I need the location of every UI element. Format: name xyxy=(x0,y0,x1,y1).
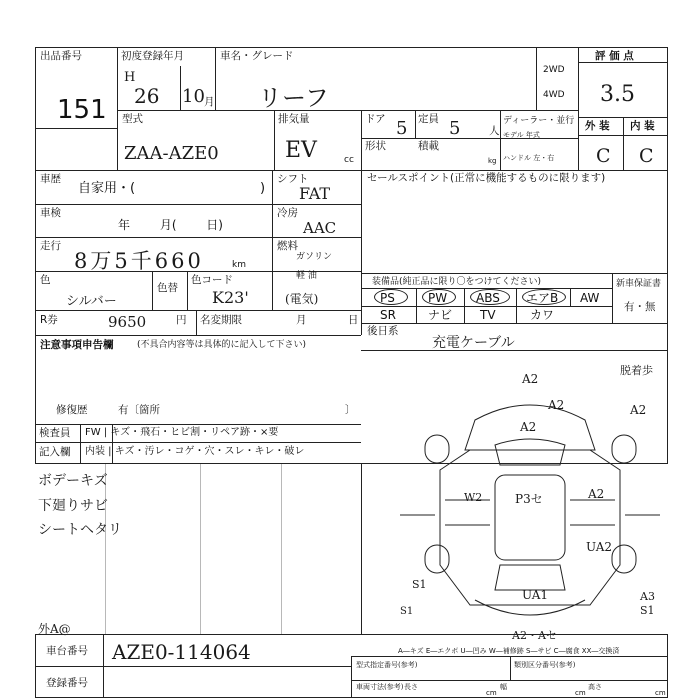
recycle-value: 9650 xyxy=(108,313,147,331)
divider xyxy=(187,271,188,310)
divider xyxy=(35,310,361,311)
width-label: 幅 xyxy=(500,683,507,691)
divider xyxy=(351,656,352,698)
history-close: ) xyxy=(260,181,266,196)
divider xyxy=(35,128,117,129)
lot-number: 151 xyxy=(57,95,107,125)
handle-label: ハンドル 左・右 xyxy=(503,154,555,162)
name-change-value: 月 日 xyxy=(296,314,359,326)
equip-circle xyxy=(422,289,456,305)
recycle-label: R券 xyxy=(40,314,58,326)
yen-unit: 円 xyxy=(176,314,187,326)
model-designation-label: 型式指定番号(参考) xyxy=(356,661,418,669)
color-label: 色 xyxy=(40,274,51,286)
divider xyxy=(516,288,517,323)
warranty-label: 新車保証書 xyxy=(616,279,662,289)
divider xyxy=(351,680,668,681)
divider xyxy=(361,138,578,139)
era-prefix: H xyxy=(124,70,136,85)
equip-aw: AW xyxy=(580,291,600,305)
fuel-options-2: 軽 油 xyxy=(296,271,317,281)
model-label: 型式 xyxy=(122,113,143,125)
chassis-label: 車台番号 xyxy=(46,645,88,657)
divider xyxy=(196,310,197,335)
damage-mark: A2・Aセ xyxy=(512,629,557,642)
door-label: ドア xyxy=(365,113,386,125)
first-reg-label: 初度登録年月 xyxy=(121,50,184,62)
divider xyxy=(35,666,351,667)
divider xyxy=(35,442,361,443)
person-unit: 人 xyxy=(489,125,500,137)
notice-hint: (不具合内容等は具体的に記入して下さい) xyxy=(137,340,307,350)
sales-point-label: セールスポイント(正常に機能するものに限ります) xyxy=(367,172,606,184)
size-label: 車両寸法(参考) xyxy=(356,683,404,691)
damage-mark: A2 xyxy=(630,403,647,417)
divider xyxy=(415,110,416,138)
accessories-label: 後日系 xyxy=(367,325,399,337)
note-3: シートヘタリ xyxy=(38,522,122,538)
color-code-value: K23' xyxy=(212,288,249,307)
grade-label: 評 価 点 xyxy=(595,50,634,62)
shape-label: 形状 xyxy=(365,140,386,152)
reg-year: 26 xyxy=(134,84,160,108)
shaken-label: 車検 xyxy=(40,207,61,219)
divider xyxy=(361,273,668,274)
equip-circle xyxy=(470,289,510,305)
km-unit: km xyxy=(232,260,246,270)
recorder-row: 内装 | キズ・汚レ・コゲ・穴・スレ・キレ・破レ xyxy=(85,446,305,457)
category-label: 類別区分番号(参考) xyxy=(514,661,576,669)
divider xyxy=(510,656,511,680)
length-label: 長さ xyxy=(404,683,418,691)
divider xyxy=(103,634,104,698)
displacement-value: EV xyxy=(285,138,317,163)
shift-value: FAT xyxy=(299,184,331,203)
divider xyxy=(274,110,275,170)
kg-unit: kg xyxy=(488,157,497,165)
height-label: 高さ xyxy=(588,683,602,691)
equip-abs: ABS xyxy=(476,291,500,305)
equip-circle xyxy=(522,289,566,305)
repair-close: 〕 xyxy=(345,404,356,416)
reg-month: 10 xyxy=(182,86,205,107)
divider xyxy=(361,464,362,634)
divider xyxy=(35,204,361,205)
damage-mark: UA2 xyxy=(586,540,613,554)
damage-mark: A3 xyxy=(640,590,655,603)
damage-mark: S1 xyxy=(412,578,427,591)
accessories-value: 充電ケーブル xyxy=(432,335,515,351)
divider xyxy=(464,288,465,323)
divider xyxy=(117,47,118,170)
divider xyxy=(536,47,537,110)
bottom-note: 外A@ xyxy=(38,622,71,636)
door-value: 5 xyxy=(396,118,408,139)
divider xyxy=(623,117,624,170)
damage-mark: A2 xyxy=(588,487,605,501)
dealer-label: ディーラー・並行 xyxy=(503,116,575,126)
color-value: シルバー xyxy=(66,294,117,309)
cc-unit: cc xyxy=(344,155,354,165)
interior-value: C xyxy=(639,145,654,167)
equip-leather: カワ xyxy=(530,308,555,322)
equipment-label: 装備品(純正品に限り〇をつけてください) xyxy=(372,277,542,287)
divider xyxy=(215,47,216,110)
registration-label: 登録番号 xyxy=(46,677,88,689)
capacity-label: 定員 xyxy=(418,113,439,125)
divider xyxy=(416,288,417,323)
name-change-label: 名変期限 xyxy=(200,314,242,326)
divider xyxy=(361,170,362,335)
exterior-value: C xyxy=(596,145,611,167)
guide-line xyxy=(200,464,201,634)
chassis-value: AZE0-114064 xyxy=(112,640,251,664)
divider xyxy=(578,62,668,63)
notice-label: 注意事項申告欄 xyxy=(40,339,114,351)
repair-label: 修復歴 xyxy=(56,404,88,416)
divider xyxy=(361,350,668,351)
name-label: 車名・グレード xyxy=(220,50,294,62)
history-label: 車歴 xyxy=(40,173,61,185)
drive-2wd: 2WD xyxy=(543,65,565,75)
interior-label: 内 装 xyxy=(630,120,655,132)
grade-value: 3.5 xyxy=(600,82,635,107)
shaken-value: 年 月( 日) xyxy=(118,218,223,232)
model-value: ZAA-AZE0 xyxy=(124,143,219,164)
month-unit: 月 xyxy=(204,96,215,108)
guide-line xyxy=(281,464,282,634)
divider xyxy=(152,271,153,310)
shift-label: シフト xyxy=(277,173,309,185)
exterior-label: 外 装 xyxy=(585,120,610,132)
divider xyxy=(80,424,81,464)
damage-mark: S1 xyxy=(400,606,414,617)
divider xyxy=(117,110,578,111)
inspector-label: 検査員 xyxy=(39,427,71,439)
divider xyxy=(272,170,273,310)
divider xyxy=(612,273,613,323)
damage-mark: W2 xyxy=(464,491,483,504)
divider xyxy=(361,306,612,307)
divider xyxy=(570,288,571,306)
mileage-value: 8万5千660 xyxy=(74,249,204,273)
note-1: ボデーキズ xyxy=(38,473,108,489)
equip-circle xyxy=(374,289,408,305)
damage-mark: A2 xyxy=(548,398,565,412)
equip-ps: PS xyxy=(380,291,395,305)
capacity-value: 5 xyxy=(449,118,461,139)
warranty-value: 有・無 xyxy=(624,301,656,313)
recorder-label: 記入欄 xyxy=(39,446,71,458)
equip-tv: TV xyxy=(480,308,496,322)
divider xyxy=(361,323,668,324)
model-year-label: モデル 年式 xyxy=(503,131,540,139)
equip-sr: SR xyxy=(380,308,396,322)
damage-mark: P3セ xyxy=(515,492,543,506)
aircon-label: 冷房 xyxy=(277,207,298,219)
divider xyxy=(35,237,361,238)
equip-navi: ナビ xyxy=(428,308,453,322)
displacement-label: 排気量 xyxy=(278,113,310,125)
diagram-legend: A―キズ E―エクボ U―凹み W―補修跡 S―サビ C―腐食 XX―交換済 xyxy=(398,647,620,655)
divider xyxy=(180,66,181,110)
fuel-selected: (電気) xyxy=(285,292,319,306)
history-value: 自家用・( xyxy=(78,181,136,196)
divider xyxy=(361,110,362,170)
divider xyxy=(35,170,668,171)
color-change-label: 色替 xyxy=(157,282,178,294)
mileage-label: 走行 xyxy=(40,240,61,252)
equip-airbag: エアB xyxy=(526,291,559,305)
cm-unit: cm xyxy=(486,689,497,697)
damage-mark: A2 xyxy=(522,372,539,386)
color-code-label: 色コード xyxy=(191,274,233,286)
damage-mark: UA1 xyxy=(522,588,549,602)
aircon-value: AAC xyxy=(303,219,337,237)
lot-label: 出品番号 xyxy=(40,50,82,62)
divider xyxy=(500,110,501,170)
car-name: リーフ xyxy=(258,84,329,112)
fuel-label: 燃料 xyxy=(277,240,298,252)
divider xyxy=(35,424,361,425)
divider xyxy=(578,47,579,170)
damage-mark: S1 xyxy=(640,604,655,617)
divider xyxy=(35,335,361,336)
equip-pw: PW xyxy=(428,291,448,305)
cm-unit: cm xyxy=(655,689,666,697)
cm-unit: cm xyxy=(575,689,586,697)
corner-note: 脱着歩 xyxy=(620,364,653,377)
repair-value: 有〔箇所 xyxy=(118,404,160,416)
note-2: 下廻りサビ xyxy=(38,498,108,514)
fuel-options: ガソリン xyxy=(296,252,333,262)
drive-4wd: 4WD xyxy=(543,90,565,100)
load-label: 積載 xyxy=(418,140,439,152)
inspector-row: FW | キズ・飛石・ヒビ割・リペア跡・×要 xyxy=(85,427,279,438)
damage-mark: A2 xyxy=(520,420,537,434)
